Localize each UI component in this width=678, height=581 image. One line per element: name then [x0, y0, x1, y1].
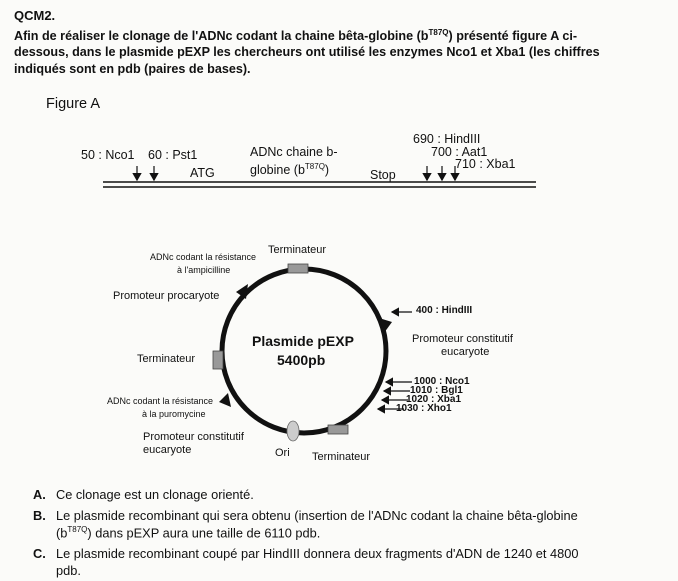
label-prom-euk-right-2: eucaryote: [441, 346, 490, 358]
label-puro-1: ADNc codant la résistance: [107, 396, 214, 406]
label-prom-euk-right-1: Promoteur constitutif: [412, 333, 513, 345]
plasmid-size: 5400pb: [277, 352, 326, 368]
atg-label: ATG: [190, 166, 215, 180]
stop-label: Stop: [370, 168, 396, 182]
site-hindiii: 690 : HindIII: [413, 132, 481, 146]
insert-label-1: ADNc chaine b-: [250, 145, 338, 159]
answer-c-letter: C.: [33, 546, 46, 561]
figure-label: Figure A: [46, 96, 100, 112]
site-nco1: 50 : Nco1: [81, 148, 135, 162]
label-terminator-top: Terminateur: [268, 244, 327, 256]
answer-b-letter: B.: [33, 508, 46, 523]
label-nco1: 1000 : Nco1: [414, 376, 470, 387]
label-bgl1: 1010 : Bgl1: [410, 385, 463, 396]
label-hindiii: 400 : HindIII: [416, 305, 473, 316]
label-amp-1: ADNc codant la résistance: [150, 252, 257, 262]
label-prom-proc: Promoteur procaryote: [113, 290, 220, 302]
insert-label-2: globine $(b^{T87Q})$: [250, 162, 330, 178]
label-terminator-left: Terminateur: [137, 353, 196, 365]
label-puro-2: à la puromycine: [142, 409, 206, 419]
answer-c-line-2: pdb.: [56, 563, 81, 578]
question-line-1: Afin de réaliser le clonage de l'ADNc codant la chaine bêta-globine $(b^{T87Q})$ présenté figure A ci-: [14, 28, 578, 44]
plasmid-name: Plasmide pEXP: [252, 333, 354, 349]
answer-c-line-1: Le plasmide recombinant coupé par HindIII donnera deux fragments d'ADN de 1240 et 4800: [56, 546, 579, 561]
label-prom-euk-left-1: Promoteur constitutif: [143, 431, 244, 443]
question-line-2: dessous, dans le plasmide pEXP les chercheurs ont utilisé les enzymes Nco1 et Xba1 (les chiffres: [14, 45, 600, 59]
label-amp-2: à l'ampicilline: [177, 265, 231, 275]
answer-a-letter: A.: [33, 487, 46, 502]
answer-b-line-1: Le plasmide recombinant qui sera obtenu (insertion de l'ADNc codant la chaine bêta-globine: [56, 508, 578, 523]
label-prom-euk-left-2: eucaryote: [143, 444, 192, 456]
site-xba1: 710 : Xba1: [455, 157, 516, 171]
answer-a-text: Ce clonage est un clonage orienté.: [56, 487, 254, 502]
answer-b-line-2: $(b^{T87Q})$ dans pEXP aura une taille de 6110 pdb.: [56, 525, 321, 541]
question-title: QCM2.: [14, 8, 56, 23]
label-xho1: 1030 : Xho1: [396, 403, 452, 414]
question-line-3: indiqués sont en pdb (paires de bases).: [14, 62, 251, 76]
site-aat1: 700 : Aat1: [431, 145, 488, 159]
site-pst1: 60 : Pst1: [148, 148, 198, 162]
label-terminator-bottom: Terminateur: [312, 451, 371, 463]
label-ori: Ori: [275, 447, 290, 459]
label-xba1: 1020 : Xba1: [406, 394, 462, 405]
